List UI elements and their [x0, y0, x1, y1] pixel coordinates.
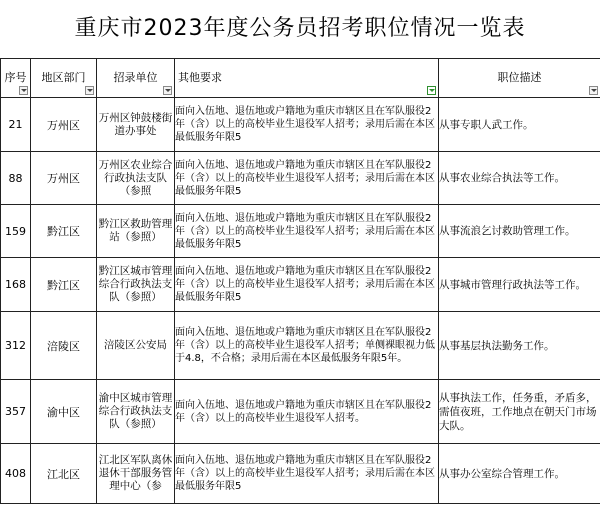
cell-unit[interactable]: [97, 152, 175, 205]
cell-desc[interactable]: 从事办公室综合管理工作。: [439, 444, 600, 504]
cell-req[interactable]: [175, 380, 439, 444]
cell-req[interactable]: [175, 444, 439, 504]
cell-area[interactable]: 渝中区: [31, 380, 97, 444]
cell-seq[interactable]: 408: [1, 444, 31, 504]
cell-req[interactable]: [175, 152, 439, 205]
cell-area[interactable]: 万州区: [31, 98, 97, 152]
cell-req-text: 面向入伍地、退伍地或户籍地为重庆市辖区且在军队服役2年（含）以上的高校毕业生退役军人招考；录用后需在本区最低服务年限5: [175, 266, 435, 303]
table-row: [1, 444, 600, 504]
cell-req-text: 面向入伍地、退伍地或户籍地为重庆市辖区且在军队服役2年（含）以上的高校毕业生退役军人招考；录用后需在本区最低服务年限5: [175, 455, 435, 492]
filter-dropdown-icon[interactable]: [85, 86, 94, 95]
cell-unit-text: 渝中区城市管理综合行政执法支队（参照）: [98, 392, 173, 430]
cell-unit-text: 江北区军队离休退休干部服务管理中心（参: [98, 454, 173, 492]
cell-desc[interactable]: 从事农业综合执法等工作。: [439, 152, 600, 205]
cell-unit-text: 万州区钟鼓楼街道办事处: [98, 111, 173, 137]
cell-unit-text: 涪陵区公安局: [104, 339, 167, 351]
cell-unit[interactable]: [97, 312, 175, 380]
cell-area[interactable]: 万州区: [31, 152, 97, 205]
header-area-label: 地区部门: [41, 71, 86, 84]
cell-req-text: 面向入伍地、退伍地或户籍地为重庆市辖区且在军队服役2年（含）以上的高校毕业生退役军人招考。: [175, 399, 432, 424]
filter-dropdown-icon[interactable]: [589, 86, 598, 95]
cell-desc[interactable]: 从事专职人武工作。: [439, 98, 600, 152]
cell-req[interactable]: [175, 258, 439, 312]
filter-dropdown-icon[interactable]: [163, 86, 172, 95]
header-area: [31, 59, 97, 98]
cell-unit-text: 万州区农业综合行政执法支队（参照: [98, 158, 173, 197]
header-seq: [1, 59, 31, 98]
cell-desc[interactable]: 从事城市管理行政执法等工作。: [439, 258, 600, 312]
table-title: 重庆市2023年度公务员招考职位情况一览表: [74, 16, 526, 41]
cell-unit[interactable]: [97, 380, 175, 444]
table-row: [1, 312, 600, 380]
cell-req[interactable]: [175, 205, 439, 258]
cell-req-text: 面向入伍地、退伍地或户籍地为重庆市辖区且在军队服役2年（含）以上的高校毕业生退役军人招考；录用后需在本区最低服务年限5: [175, 159, 435, 197]
cell-unit[interactable]: [97, 205, 175, 258]
cell-area[interactable]: 黔江区: [31, 205, 97, 258]
header-desc: [439, 59, 600, 98]
cell-req-text: 面向入伍地、退伍地或户籍地为重庆市辖区且在军队服役2年（含）以上的高校毕业生退役军人招考；录用后需在本区最低服务年限5: [175, 212, 435, 250]
table-row: [1, 152, 600, 205]
cell-area[interactable]: 江北区: [31, 444, 97, 504]
header-desc-label: 职位描述: [497, 71, 542, 84]
header-req: [175, 59, 439, 98]
cell-desc[interactable]: 从事执法工作，任务重，矛盾多，需值夜班，工作地点在朝天门市场大队。: [439, 380, 600, 444]
filter-dropdown-icon[interactable]: [19, 86, 28, 95]
cell-seq[interactable]: 168: [1, 258, 31, 312]
cell-area[interactable]: 涪陵区: [31, 312, 97, 380]
cell-req-text: 面向入伍地、退伍地或户籍地为重庆市辖区且在军队服役2年（含）以上的高校毕业生退役军人招考；录用后需在本区最低服务年限5: [175, 106, 435, 143]
cell-seq[interactable]: 312: [1, 312, 31, 380]
cell-desc[interactable]: 从事流浪乞讨救助管理工作。: [439, 205, 600, 258]
cell-req[interactable]: [175, 98, 439, 152]
header-seq-label: 序号: [4, 71, 27, 84]
cell-unit-text: 黔江区救助管理站（参照）: [98, 218, 173, 243]
cell-seq[interactable]: 159: [1, 205, 31, 258]
positions-table: [0, 58, 600, 504]
header-unit-label: 招录单位: [113, 71, 158, 84]
cell-req[interactable]: [175, 312, 439, 380]
cell-unit[interactable]: [97, 258, 175, 312]
filter-active-icon[interactable]: [427, 86, 436, 95]
table-row: [1, 380, 600, 444]
cell-desc[interactable]: 从事基层执法勤务工作。: [439, 312, 600, 380]
header-req-label: 其他要求: [178, 71, 222, 84]
table-row: [1, 258, 600, 312]
table-row: [1, 98, 600, 152]
table-row: [1, 205, 600, 258]
header-unit: [97, 59, 175, 98]
cell-req-text: 面向入伍地、退伍地或户籍地为重庆市辖区且在军队服役2年（含）以上的高校毕业生退役军人招考；单侧裸眼视力低于4.8，不合格；录用后需在本区最低服务年限5年。: [175, 327, 435, 364]
cell-seq[interactable]: 357: [1, 380, 31, 444]
cell-unit[interactable]: [97, 98, 175, 152]
cell-area[interactable]: 黔江区: [31, 258, 97, 312]
cell-unit[interactable]: [97, 444, 175, 504]
cell-seq[interactable]: 21: [1, 98, 31, 152]
cell-seq[interactable]: 88: [1, 152, 31, 205]
header-row: [1, 59, 600, 98]
cell-unit-text: 黔江区城市管理综合行政执法支队（参照）: [98, 265, 173, 303]
